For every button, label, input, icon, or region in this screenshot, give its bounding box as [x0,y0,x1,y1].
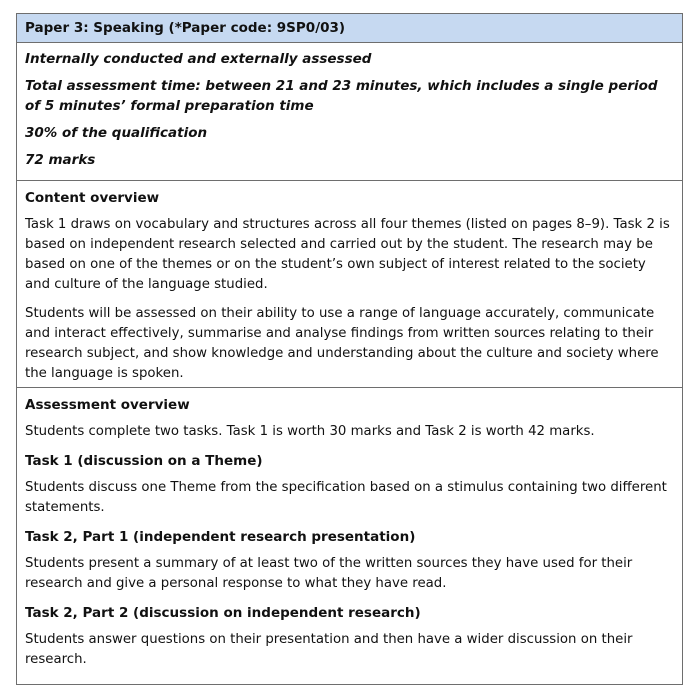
time-line-1: Total assessment time: between 21 and 23 minutes, which includes a single period [25,78,658,94]
task-1-text: Students discuss one Theme from the specification based on a stimulus containing two different statements. [25,480,667,515]
marks-text: 72 marks [25,152,96,168]
conduct-text: Internally conducted and externally assessed [25,51,372,67]
task-2-part-1-title: Task 2, Part 1 (independent research presentation) [25,529,416,545]
assessment-overview-heading: Assessment overview [25,397,190,413]
time-line-2: of 5 minutes’ formal preparation time [25,98,314,114]
assessment-intro: Students complete two tasks. Task 1 is worth 30 marks and Task 2 is worth 42 marks. [25,424,595,439]
weight-text: 30% of the qualification [25,125,208,141]
content-overview-para-1: Task 1 draws on vocabulary and structures across all four themes (listed on pages 8–9). Task 2 is based on independent research selected and carried out by the student. The research may be based on one of the themes or on the student’s own subject of interest related to the society and culture of the language studied. [25,217,670,292]
task-2-part-1-text: Students present a summary of at least two of the written sources they have used for their research and give a personal response to what they have read. [25,556,633,591]
time-text [25,76,674,116]
table-header: Paper 3: Speaking (*Paper code: 9SP0/03) [17,14,682,43]
task-2-part-2-title: Task 2, Part 2 (discussion on independent research) [25,605,421,621]
content-overview-section [17,181,682,388]
summary-section [17,43,682,181]
assessment-overview-section [17,388,682,683]
content-overview-heading: Content overview [25,190,160,206]
content-overview-para-2: Students will be assessed on their ability to use a range of language accurately, communicate and interact effectively, summarise and analyse findings from written sources relating to their research subject, and show knowledge and understanding about the culture and society where the language is spoken. [25,306,659,381]
task-1-title: Task 1 (discussion on a Theme) [25,453,263,469]
paper-3-table [16,13,683,685]
task-2-part-2-text: Students answer questions on their presentation and then have a wider discussion on their research. [25,632,633,667]
